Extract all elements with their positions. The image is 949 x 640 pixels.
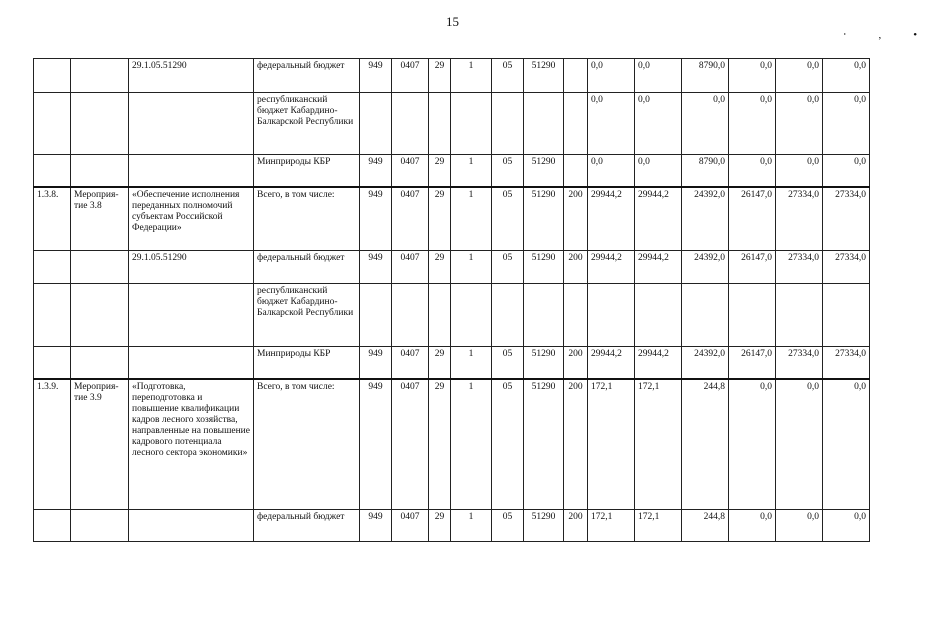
description-cell [129,347,254,379]
rz-cell [392,284,429,347]
program-cell: 29 [429,187,451,251]
source-cell: Всего, в том числе: [254,187,360,251]
vr-cell [564,93,588,155]
value-cell: 0,0 [823,510,870,542]
value-cell: 0,0 [588,93,635,155]
table-row [34,59,870,93]
code-cell: 1.3.9. [34,379,71,510]
description-cell: 29.1.05.51290 [129,59,254,93]
value-cell: 0,0 [635,93,682,155]
value-cell: 0,0 [588,59,635,93]
value-cell: 0,0 [823,379,870,510]
value-cell: 0,0 [729,379,776,510]
grbs-cell: 949 [360,155,392,187]
direction-cell: 51290 [524,187,564,251]
event-cell: 05 [492,251,524,284]
rz-cell [392,93,429,155]
grbs-cell: 949 [360,379,392,510]
program-cell: 29 [429,251,451,284]
grbs-cell: 949 [360,510,392,542]
value-cell: 0,0 [682,93,729,155]
program-cell [429,284,451,347]
vr-cell: 200 [564,251,588,284]
source-cell: республиканский бюджет Кабардино-Балкарской Республики [254,93,360,155]
description-cell [129,155,254,187]
value-cell: 29944,2 [588,347,635,379]
event-cell: 05 [492,347,524,379]
vr-cell: 200 [564,187,588,251]
program-cell: 29 [429,379,451,510]
value-cell: 0,0 [635,59,682,93]
value-cell: 244,8 [682,510,729,542]
code-cell [34,347,71,379]
event-cell: 05 [492,59,524,93]
table-row [34,379,870,510]
vr-cell [564,284,588,347]
margin-marks [843,28,949,41]
value-cell [823,284,870,347]
grbs-cell: 949 [360,187,392,251]
value-cell: 0,0 [823,93,870,155]
name-cell: Мероприя-тие 3.8 [71,187,129,251]
value-cell: 29944,2 [635,187,682,251]
value-cell [776,284,823,347]
subprogram-cell [451,284,492,347]
code-cell [34,93,71,155]
rz-cell: 0407 [392,347,429,379]
direction-cell [524,284,564,347]
code-cell [34,155,71,187]
source-cell: республиканский бюджет Кабардино-Балкарской Республики [254,284,360,347]
program-cell: 29 [429,347,451,379]
value-cell: 0,0 [823,59,870,93]
value-cell: 26147,0 [729,347,776,379]
value-cell [682,284,729,347]
value-cell: 26147,0 [729,187,776,251]
event-cell: 05 [492,379,524,510]
vr-cell: 200 [564,347,588,379]
value-cell: 0,0 [635,155,682,187]
program-cell [429,93,451,155]
rz-cell: 0407 [392,510,429,542]
margin-mark: ‧, [843,29,914,41]
value-cell: 172,1 [588,379,635,510]
value-cell: 0,0 [588,155,635,187]
description-cell [129,93,254,155]
direction-cell: 51290 [524,510,564,542]
name-cell [71,155,129,187]
source-cell: Минприроды КБР [254,155,360,187]
value-cell: 0,0 [729,510,776,542]
value-cell [635,284,682,347]
name-cell [71,510,129,542]
value-cell: 24392,0 [682,251,729,284]
code-cell [34,284,71,347]
description-cell: 29.1.05.51290 [129,251,254,284]
rz-cell: 0407 [392,379,429,510]
budget-table [33,58,870,542]
value-cell: 24392,0 [682,347,729,379]
value-cell: 8790,0 [682,155,729,187]
vr-cell: 200 [564,379,588,510]
vr-cell [564,59,588,93]
name-cell [71,251,129,284]
program-cell: 29 [429,59,451,93]
grbs-cell [360,284,392,347]
value-cell: 29944,2 [635,251,682,284]
subprogram-cell: 1 [451,251,492,284]
value-cell: 0,0 [729,59,776,93]
value-cell [588,284,635,347]
direction-cell: 51290 [524,251,564,284]
value-cell: 0,0 [823,155,870,187]
rz-cell: 0407 [392,155,429,187]
subprogram-cell: 1 [451,379,492,510]
value-cell: 172,1 [635,379,682,510]
table-row [34,510,870,542]
code-cell [34,251,71,284]
value-cell: 26147,0 [729,251,776,284]
value-cell: 0,0 [776,379,823,510]
vr-cell [564,155,588,187]
value-cell: 27334,0 [823,251,870,284]
event-cell [492,93,524,155]
table-row [34,284,870,347]
value-cell: 27334,0 [776,347,823,379]
name-cell [71,347,129,379]
margin-mark: • [913,29,949,41]
value-cell: 24392,0 [682,187,729,251]
value-cell: 0,0 [776,155,823,187]
name-cell [71,59,129,93]
value-cell: 29944,2 [635,347,682,379]
description-cell [129,510,254,542]
value-cell: 27334,0 [776,187,823,251]
table-row [34,93,870,155]
event-cell [492,284,524,347]
value-cell: 0,0 [729,93,776,155]
source-cell: федеральный бюджет [254,251,360,284]
event-cell: 05 [492,155,524,187]
source-cell: Минприроды КБР [254,347,360,379]
rz-cell: 0407 [392,187,429,251]
value-cell: 27334,0 [823,347,870,379]
table-row [34,251,870,284]
direction-cell: 51290 [524,347,564,379]
value-cell: 29944,2 [588,187,635,251]
value-cell: 172,1 [635,510,682,542]
page-number: 15 [446,14,459,29]
code-cell [34,510,71,542]
source-cell: Всего, в том числе: [254,379,360,510]
grbs-cell: 949 [360,251,392,284]
value-cell: 0,0 [776,59,823,93]
table-row [34,347,870,379]
description-cell: «Обеспечение исполнения переданных полномочий субъектам Российской Федерации» [129,187,254,251]
subprogram-cell: 1 [451,510,492,542]
grbs-cell [360,93,392,155]
subprogram-cell: 1 [451,347,492,379]
value-cell: 27334,0 [776,251,823,284]
value-cell: 0,0 [776,510,823,542]
name-cell [71,93,129,155]
program-cell: 29 [429,155,451,187]
program-cell: 29 [429,510,451,542]
source-cell: федеральный бюджет [254,510,360,542]
table-row [34,155,870,187]
subprogram-cell [451,93,492,155]
source-cell: федеральный бюджет [254,59,360,93]
name-cell: Мероприя-тие 3.9 [71,379,129,510]
subprogram-cell: 1 [451,155,492,187]
grbs-cell: 949 [360,59,392,93]
description-cell [129,284,254,347]
name-cell [71,284,129,347]
value-cell: 172,1 [588,510,635,542]
value-cell: 0,0 [776,93,823,155]
code-cell [34,59,71,93]
value-cell: 244,8 [682,379,729,510]
grbs-cell: 949 [360,347,392,379]
direction-cell: 51290 [524,59,564,93]
rz-cell: 0407 [392,251,429,284]
direction-cell: 51290 [524,155,564,187]
value-cell: 8790,0 [682,59,729,93]
direction-cell: 51290 [524,379,564,510]
description-cell: «Подготовка, переподготовка и повышение квалификации кадров лесного хозяйства, направленные на повышение кадрового потенциала лесного сектора экономики» [129,379,254,510]
value-cell: 0,0 [729,155,776,187]
event-cell: 05 [492,187,524,251]
table-row [34,187,870,251]
subprogram-cell: 1 [451,59,492,93]
direction-cell [524,93,564,155]
vr-cell: 200 [564,510,588,542]
rz-cell: 0407 [392,59,429,93]
value-cell: 29944,2 [588,251,635,284]
subprogram-cell: 1 [451,187,492,251]
code-cell: 1.3.8. [34,187,71,251]
value-cell [729,284,776,347]
event-cell: 05 [492,510,524,542]
value-cell: 27334,0 [823,187,870,251]
